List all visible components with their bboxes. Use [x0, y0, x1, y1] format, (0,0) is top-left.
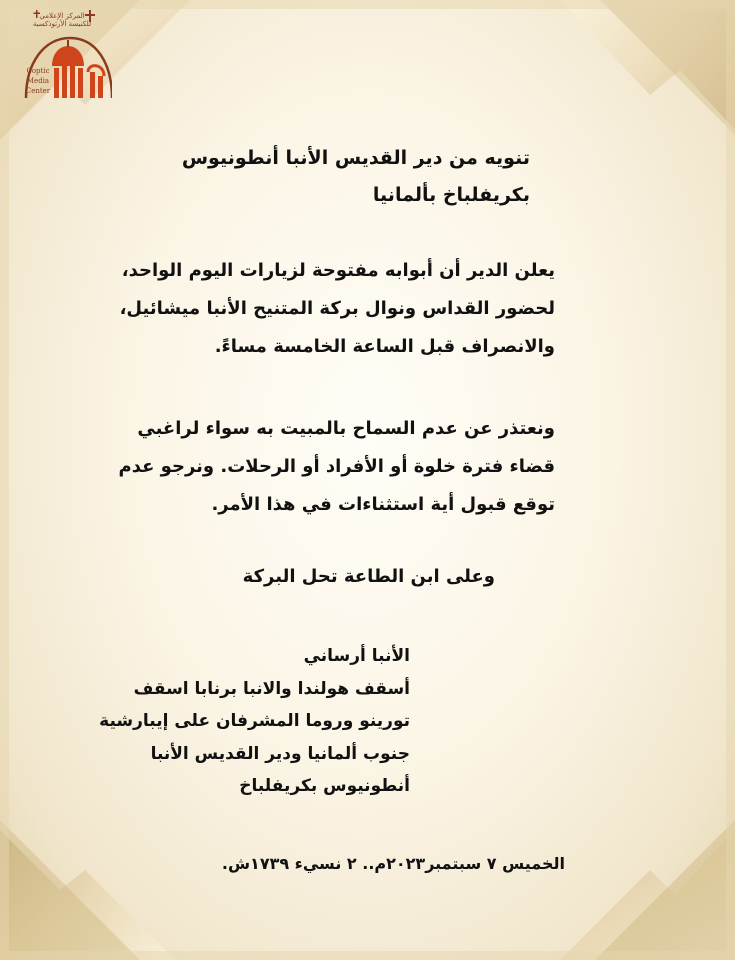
- paragraph-visits: [119, 252, 555, 366]
- paragraph-line: ونعتذر عن عدم السماح بالمبيت به سواء لراغبي: [137, 418, 555, 439]
- signature-line: تورينو وروما المشرفان على إيبارشية: [99, 711, 410, 731]
- signature-block: [80, 640, 410, 803]
- paragraph-apology: [118, 410, 555, 524]
- logo-arabic-text: المركز الإعلامي للكنيسة الأرثوذكسية: [32, 12, 92, 28]
- paragraph-line: والانصراف قبل الساعة الخامسة مساءً.: [214, 336, 555, 357]
- title-line: تنويه من دير القديس الأنبا أنطونيوس: [181, 147, 530, 169]
- signature-line: أنطونيوس بكريفلباخ: [239, 776, 410, 796]
- signature-line: الأنبا أرساني: [303, 646, 410, 666]
- signature-line: أسقف هولندا والانبا برنابا اسقف: [133, 678, 410, 699]
- paragraph-line: قضاء فترة خلوة أو الأفراد أو الرحلات. ونرجو عدم: [118, 456, 555, 477]
- paragraph-line: لحضور القداس ونوال بركة المتنيح الأنبا ميشائيل،: [119, 298, 555, 319]
- notice-title: [170, 140, 530, 214]
- paragraph-line: توقع قبول أية استثناءات في هذا الأمر.: [211, 494, 555, 515]
- blessing-line: وعلى ابن الطاعة تحل البركة: [242, 566, 495, 587]
- logo-english-text: [18, 66, 58, 96]
- logo-english-line: Media: [26, 77, 50, 85]
- logo-english-line: Center: [25, 87, 51, 95]
- logo-english-line: Coptic: [26, 67, 50, 75]
- title-line: بكريفلباخ بألمانيا: [372, 184, 530, 206]
- signature-line: جنوب ألمانيا ودير القديس الأنبا: [150, 743, 410, 764]
- paragraph-line: يعلن الدير أن أبوابه مفتوحة لزيارات اليوم الواحد،: [121, 260, 555, 281]
- coptic-media-center-logo: [12, 8, 112, 103]
- date-line: الخميس ٧ سبتمبر٢٠٢٣م.. ٢ نسيء ١٧٣٩ش.: [221, 854, 565, 873]
